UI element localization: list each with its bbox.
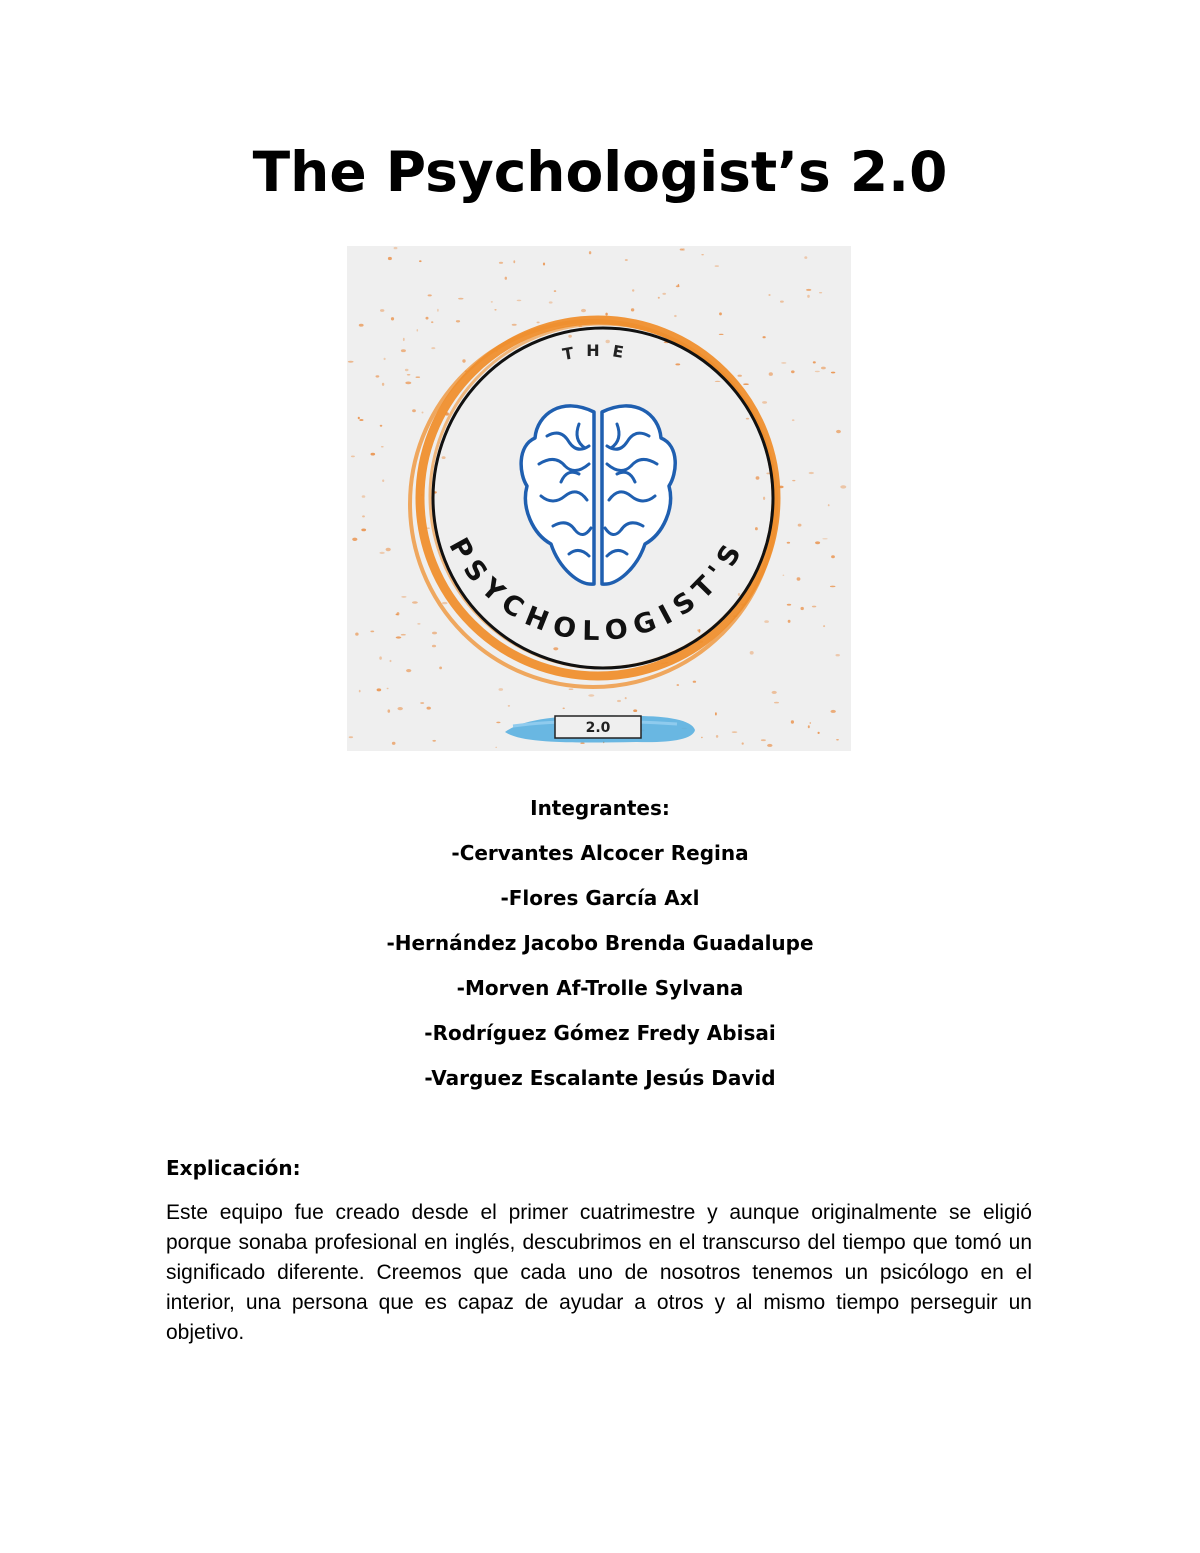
speckle-dot	[554, 290, 557, 292]
speckle-dot	[442, 602, 448, 604]
speckle-dot	[379, 656, 382, 659]
speckle-dot	[762, 401, 767, 404]
speckle-dot	[743, 383, 749, 385]
speckle-dot	[588, 694, 594, 696]
speckle-dot	[678, 284, 680, 287]
speckle-dot	[792, 480, 795, 481]
speckle-dot	[405, 382, 411, 385]
document-title: The Psychologist’s 2.0	[252, 140, 948, 204]
speckle-dot	[674, 315, 677, 317]
speckle-dot	[589, 251, 591, 254]
speckle-dot	[392, 742, 396, 745]
explanation-heading: Explicación:	[166, 1156, 301, 1180]
speckle-dot	[780, 301, 784, 303]
speckle-dot	[677, 684, 680, 686]
speckle-dot	[495, 747, 497, 748]
speckle-dot	[505, 277, 507, 280]
speckle-dot	[742, 742, 744, 744]
speckle-dot	[680, 249, 684, 251]
speckle-dot	[417, 623, 420, 624]
speckle-dot	[787, 604, 791, 606]
speckle-dot	[818, 732, 820, 734]
speckle-dot	[783, 575, 785, 576]
speckle-dot	[693, 681, 696, 683]
speckle-dot	[831, 372, 835, 374]
speckle-dot	[822, 538, 827, 539]
speckle-dot	[355, 633, 358, 636]
speckle-dot	[808, 725, 810, 728]
speckle-dot	[491, 301, 493, 302]
speckle-dot	[810, 722, 812, 724]
speckle-dot	[807, 295, 810, 298]
speckle-dot	[432, 632, 437, 635]
speckle-dot	[352, 538, 357, 541]
speckle-dot	[836, 430, 841, 433]
speckle-dot	[351, 456, 355, 458]
speckle-dot	[513, 260, 515, 263]
speckle-dot	[801, 607, 804, 610]
speckle-dot	[625, 259, 628, 261]
speckle-dot	[772, 691, 777, 694]
speckle-dot	[768, 294, 770, 295]
speckle-dot	[432, 645, 436, 648]
speckle-dot	[384, 358, 386, 360]
speckle-dot	[804, 256, 807, 259]
speckle-dot	[371, 453, 376, 456]
speckle-dot	[427, 707, 431, 710]
speckle-dot	[715, 712, 717, 715]
speckle-dot	[840, 485, 846, 488]
speckle-dot	[361, 529, 366, 532]
speckle-dot	[746, 418, 749, 420]
speckle-dot	[821, 367, 826, 370]
member-item: -Rodríguez Gómez Fredy Abisai	[424, 1021, 776, 1045]
member-item: -Varguez Escalante Jesús David	[424, 1066, 776, 1090]
speckle-dot	[496, 722, 500, 724]
speckle-dot	[412, 601, 418, 604]
logo-top-text: THE	[561, 340, 637, 364]
speckle-dot	[439, 667, 442, 670]
speckle-dot	[456, 320, 460, 322]
speckle-dot	[787, 542, 790, 544]
speckle-dot	[738, 375, 742, 377]
speckle-dot	[396, 636, 402, 638]
speckle-dot	[537, 322, 540, 324]
speckle-dot	[419, 260, 422, 262]
speckle-dot	[499, 262, 503, 264]
speckle-dot	[831, 555, 835, 558]
speckle-dot	[412, 409, 416, 412]
speckle-dot	[763, 497, 765, 500]
speckle-dot	[836, 654, 840, 656]
speckle-dot	[401, 596, 406, 597]
speckle-dot	[401, 349, 406, 352]
speckle-dot	[370, 631, 374, 633]
speckle-dot	[380, 425, 383, 427]
speckle-dot	[386, 548, 391, 551]
speckle-dot	[631, 308, 634, 311]
speckle-dot	[798, 524, 802, 527]
speckle-dot	[407, 374, 411, 375]
speckle-dot	[633, 709, 637, 712]
version-badge	[505, 715, 695, 742]
speckle-dot	[387, 688, 389, 689]
speckle-dot	[376, 375, 380, 377]
member-item: -Cervantes Alcocer Regina	[451, 841, 749, 865]
speckle-dot	[563, 708, 565, 710]
speckle-dot	[836, 739, 839, 740]
version-badge-text: 2.0	[585, 720, 611, 736]
speckle-dot	[632, 289, 634, 291]
speckle-dot	[755, 527, 758, 530]
speckle-dot	[543, 263, 545, 266]
speckle-dot	[362, 515, 365, 517]
speckle-dot	[426, 317, 429, 320]
speckle-dot	[388, 257, 392, 260]
brain-icon	[521, 406, 675, 584]
member-item: -Morven Af-Trolle Sylvana	[456, 976, 744, 1000]
speckle-dot	[605, 313, 607, 316]
speckle-dot	[499, 688, 504, 691]
speckle-dot	[761, 739, 766, 741]
explanation-paragraph: Este equipo fue creado desde el primer cuatrimestre y aunque originalmente se eligió porque sonaba profesional en inglés, descubrimos en el transcurso del tiempo que tomó un significado diferente. Creemos que cada uno de nosotros tenemos un psicólogo en el interior, una persona que es capaz de ayudar a otros y al mismo tiempo perseguir un objetivo.	[166, 1201, 1032, 1344]
speckle-dot	[715, 381, 721, 382]
speckle-dot	[719, 334, 724, 335]
speckle-dot	[382, 479, 384, 482]
speckle-dot	[831, 710, 836, 713]
speckle-dot	[432, 740, 436, 742]
speckle-dot	[359, 419, 363, 421]
speckle-dot	[580, 742, 584, 744]
speckle-dot	[431, 321, 433, 323]
speckle-dot	[405, 369, 409, 371]
speckle-dot	[732, 731, 738, 733]
speckle-dot	[349, 736, 353, 738]
speckle-dot	[381, 446, 384, 447]
speckle-dot	[766, 473, 770, 475]
speckle-dot	[828, 504, 830, 506]
speckle-dot	[417, 329, 419, 332]
speckle-dot	[420, 702, 424, 704]
speckle-dot	[458, 298, 463, 300]
speckle-dot	[397, 612, 400, 615]
speckle-dot	[662, 293, 666, 295]
team-logo	[347, 246, 851, 751]
speckle-dot	[815, 371, 820, 372]
speckle-dot	[815, 541, 820, 544]
speckle-dot	[764, 620, 769, 623]
speckle-dot	[416, 377, 421, 378]
speckle-dot	[388, 709, 391, 712]
speckle-dot	[781, 362, 786, 364]
speckle-dot	[390, 660, 392, 662]
logo-graphic	[347, 246, 851, 751]
speckle-dot	[403, 338, 405, 341]
speckle-dot	[823, 625, 825, 627]
speckle-dot	[348, 361, 354, 363]
speckle-dot	[553, 647, 558, 650]
speckle-dot	[494, 309, 496, 311]
speckle-dot	[617, 700, 621, 702]
speckle-dot	[658, 297, 660, 299]
speckle-dot	[697, 629, 701, 631]
speckle-dot	[359, 324, 364, 327]
speckle-dot	[508, 705, 510, 707]
speckle-dot	[715, 265, 719, 266]
speckle-dot	[797, 577, 801, 580]
speckle-dot	[675, 363, 680, 365]
speckle-dot	[701, 737, 703, 738]
speckle-dot	[791, 720, 794, 723]
speckle-dot	[431, 347, 435, 349]
speckle-dot	[422, 412, 424, 414]
speckle-dot	[569, 689, 574, 690]
members-section	[0, 793, 1200, 1108]
speckle-dot	[750, 651, 754, 655]
speckle-dot	[774, 702, 779, 704]
speckle-dot	[406, 669, 411, 672]
speckle-dot	[428, 294, 432, 296]
speckle-dot	[792, 419, 795, 421]
speckle-dot	[401, 634, 406, 636]
speckle-dot	[394, 247, 398, 249]
member-item: -Flores García Axl	[500, 886, 700, 910]
speckle-dot	[442, 456, 446, 459]
speckle-dot	[512, 324, 517, 326]
speckle-dot	[581, 309, 586, 312]
speckle-dot	[379, 552, 384, 554]
members-heading: Integrantes:	[530, 796, 670, 820]
speckle-dot	[359, 690, 361, 693]
speckle-dot	[812, 606, 816, 608]
speckle-dot	[763, 336, 766, 338]
speckle-dot	[358, 417, 360, 419]
speckle-dot	[462, 359, 465, 362]
speckle-dot	[398, 707, 403, 710]
member-item: -Hernández Jacobo Brenda Guadalupe	[386, 931, 814, 955]
speckle-dot	[719, 312, 722, 315]
speckle-dot	[549, 301, 553, 303]
speckle-dot	[767, 744, 772, 747]
speckle-dot	[625, 697, 627, 699]
logo-arc-text: PSYCHOLOGIST'S	[442, 532, 752, 648]
speckle-dot	[517, 300, 522, 302]
speckle-dot	[380, 309, 384, 312]
speckle-dot	[716, 735, 718, 738]
speckle-dot	[568, 335, 572, 338]
speckle-dot	[819, 292, 822, 293]
speckle-dot	[756, 476, 760, 479]
speckle-dot	[391, 317, 394, 320]
speckle-dot	[806, 289, 811, 291]
speckle-dot	[809, 472, 814, 474]
speckle-dot	[791, 370, 795, 373]
speckle-dot	[738, 593, 740, 596]
speckle-dot	[830, 586, 836, 588]
speckle-dot	[769, 372, 773, 376]
speckle-dot	[813, 361, 816, 363]
speckle-dot	[362, 495, 366, 498]
speckle-dot	[377, 688, 382, 691]
speckle-dot	[382, 383, 384, 386]
speckle-dot	[788, 620, 791, 623]
speckle-dot	[437, 309, 439, 312]
speckle-dot	[701, 254, 704, 255]
